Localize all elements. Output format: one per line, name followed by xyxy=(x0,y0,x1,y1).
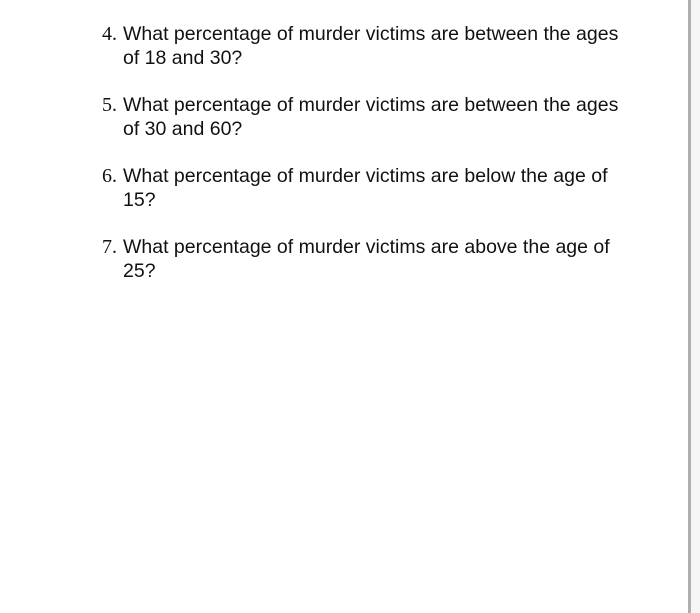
question-number: 5. xyxy=(102,94,117,116)
question-text: What percentage of murder victims are between the ages of 18 and 30? xyxy=(123,23,619,69)
question-number: 7. xyxy=(102,236,117,258)
question-number: 6. xyxy=(102,165,117,187)
question-item-7 xyxy=(102,235,632,283)
question-item-6 xyxy=(102,164,632,212)
question-list xyxy=(102,22,632,306)
question-item-4 xyxy=(102,22,632,70)
question-text: What percentage of murder victims are above the age of 25? xyxy=(123,236,610,282)
page-edge-margin xyxy=(691,0,700,613)
question-item-5 xyxy=(102,93,632,141)
question-number: 4. xyxy=(102,23,117,45)
question-text: What percentage of murder victims are between the ages of 30 and 60? xyxy=(123,94,619,140)
question-text: What percentage of murder victims are below the age of 15? xyxy=(123,165,608,211)
